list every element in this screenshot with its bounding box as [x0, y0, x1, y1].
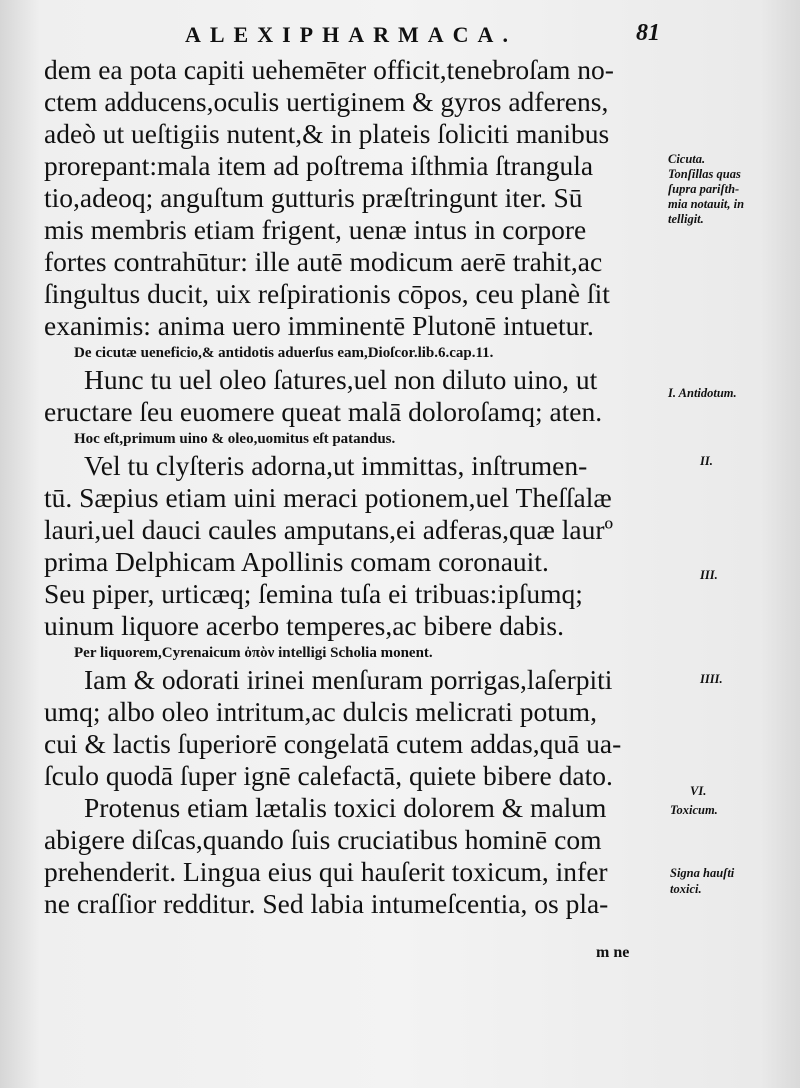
margin-note-cicuta: Cicuta.: [668, 152, 706, 166]
body-line: dem ea pota capiti uehemēter officit,tenebroſam no-: [44, 54, 614, 85]
body-line: Hunc tu uel oleo ſatures,uel non diluto uino, ut: [84, 364, 598, 395]
margin-note-cicuta: telligit.: [668, 212, 704, 226]
body-line: Vel tu clyſteris adorna,ut immittas, inſtrumen-: [84, 450, 588, 481]
margin-note-number: III.: [700, 568, 718, 582]
margin-note-cicuta: ſupra pariſth-: [668, 182, 740, 196]
body-line: Seu piper, urticæq; ſemina tuſa ei tribuas:ipſumq;: [44, 578, 583, 609]
body-line: abigere diſcas,quando ſuis cruciatibus hominē com: [44, 824, 602, 855]
body-line: ctem adducens,oculis uertiginem & gyros adferens,: [44, 86, 609, 117]
folio-number: 81: [636, 20, 660, 46]
body-line: cui & lactis ſuperiorē congelatā cutem addas,quā ua-: [44, 728, 622, 759]
body-line: prehenderit. Lingua eius qui hauſerit toxicum, infer: [44, 856, 608, 887]
body-line: mis membris etiam frigent, uenæ intus in corpore: [44, 214, 587, 245]
margin-note-cicuta: mia notauit, in: [668, 197, 745, 211]
margin-note-signa: Signa hauſti: [670, 866, 735, 880]
margin-note-cicuta: Tonſillas quas: [668, 167, 741, 181]
margin-note-toxicum: Toxicum.: [670, 803, 718, 817]
body-line: ne craſſior redditur. Sed labia intumeſcentia, os pla-: [44, 888, 609, 919]
section-heading: De cicutæ ueneficio,& antidotis aduerſus eam,Dioſcor.lib.6.cap.11.: [74, 345, 494, 361]
margin-note-number: VI.: [690, 784, 707, 798]
margin-note-signa: toxici.: [670, 882, 702, 896]
margin-note-number: IIII.: [700, 672, 723, 686]
body-line: fortes contrahūtur: ille autē modicum aerē trahit,ac: [44, 246, 603, 277]
running-title: ALEXIPHARMACA.: [185, 22, 517, 47]
body-line: tū. Sæpius etiam uini meraci potionem,uel Theſſalæ: [44, 482, 612, 513]
margin-note-number: II.: [700, 454, 713, 468]
body-line: Protenus etiam lætalis toxici dolorem & malum: [84, 792, 607, 823]
body-line: prima Delphicam Apollinis comam coronauit.: [44, 546, 549, 577]
body-line: Iam & odorati irinei menſuram porrigas,laſerpiti: [84, 664, 613, 695]
margin-note-antidotum: I. Antidotum.: [668, 386, 737, 400]
body-line: ſingultus ducit, uix reſpirationis cōpos, ceu planè ſit: [44, 278, 610, 309]
catchword: m ne: [596, 944, 630, 961]
body-line: ſculo quodā ſuper ignē calefactā, quiete bibere dato.: [44, 760, 613, 791]
text-block: [44, 54, 664, 920]
body-line: eructare ſeu euomere queat malā doloroſamq; aten.: [44, 396, 603, 427]
body-line: lauri,uel dauci caules amputans,ei adferas,quæ laurº: [44, 514, 614, 545]
body-line: adeò ut ueſtigiis nutent,& in plateis ſoliciti manibus: [44, 118, 610, 149]
section-heading: Per liquorem,Cyrenaicum ὀπὸν intelligi Scholia monent.: [74, 645, 433, 661]
body-line: prorepant:mala item ad poſtrema iſthmia ſtrangula: [44, 150, 594, 181]
body-line: umq; albo oleo intritum,ac dulcis melicrati potum,: [44, 696, 597, 727]
body-line: uinum liquore acerbo temperes,ac bibere dabis.: [44, 610, 565, 641]
section-heading: Hoc eſt,primum uino & oleo,uomitus eſt patandus.: [74, 431, 396, 447]
body-line: tio,adeoq; anguſtum gutturis præſtringunt iter. Sū: [44, 182, 583, 213]
body-line: exanimis: anima uero imminentē Plutonē intuetur.: [44, 310, 594, 341]
